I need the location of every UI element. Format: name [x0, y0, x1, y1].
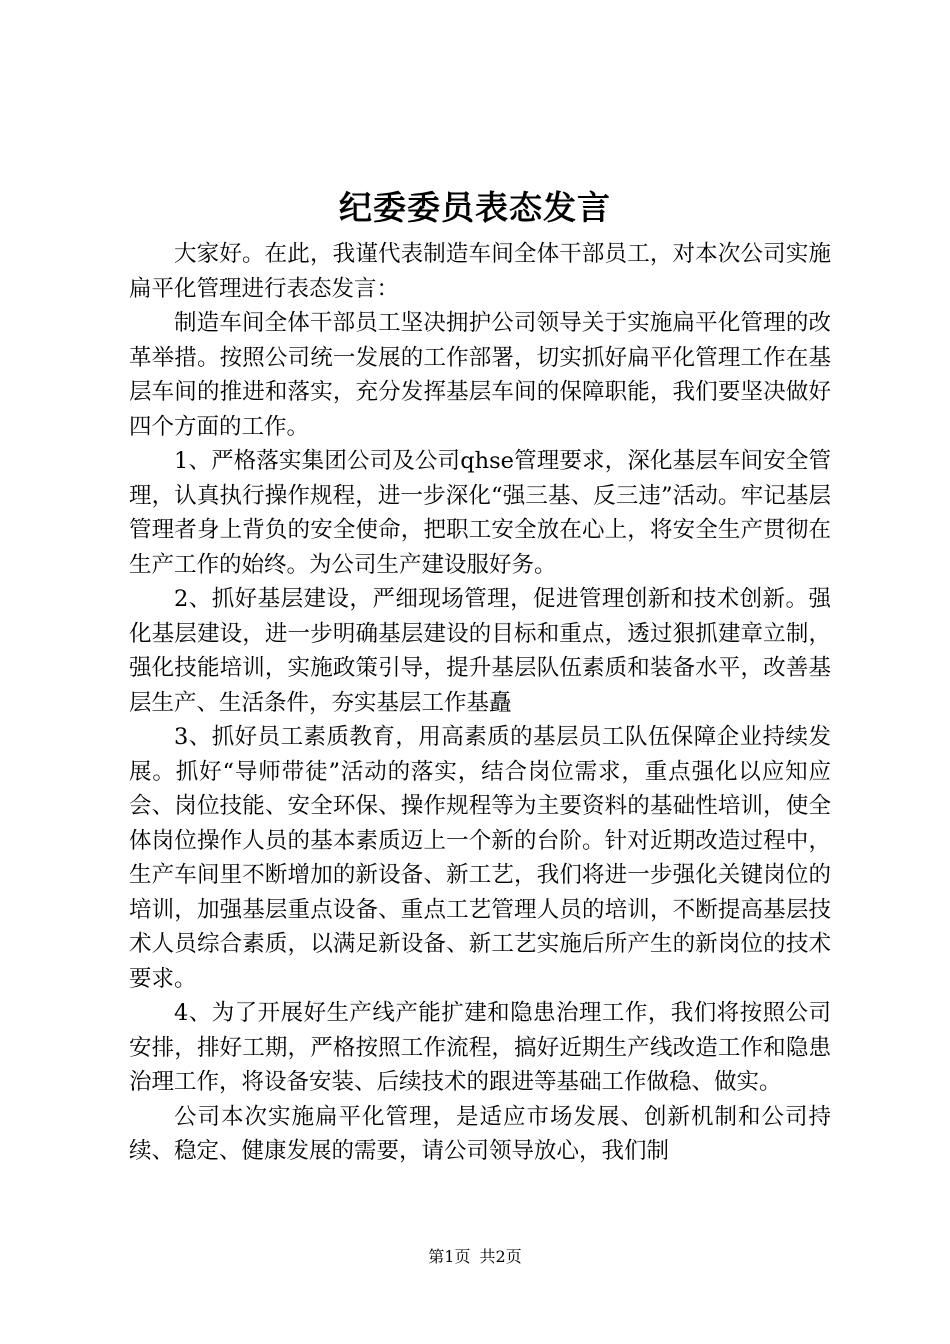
page-number: 第1页: [428, 1247, 471, 1266]
page-footer: [0, 1247, 950, 1267]
page-total: 共2页: [479, 1247, 522, 1266]
paragraph-item-4: 4、为了开展好生产线产能扩建和隐患治理工作，我们将按照公司安排，排好工期，严格按照工作流程，搞好近期生产线改造工作和隐患治理工作，将设备安装、后续技术的跟进等基础工作做稳、做实。: [129, 1000, 831, 1095]
paragraph-item-1: 1、严格落实集团公司及公司qhse管理要求，深化基层车间安全管理，认真执行操作规程，进一步深化“强三基、反三违”活动。牢记基层管理者身上背负的安全使命，把职工安全放在心上，将安全生产贯彻在生产工作的始终。为公司生产建设服好务。: [129, 448, 831, 578]
paragraph-item-2: 2、抓好基层建设，严细现场管理，促进管理创新和技术创新。强化基层建设，进一步明确基层建设的目标和重点，透过狠抓建章立制，强化技能培训，实施政策引导，提升基层队伍素质和装备水平，改善基层生产、生活条件，夯实基层工作基矗: [129, 586, 831, 716]
paragraph-greeting: 大家好。在此，我谨代表制造车间全体干部员工，对本次公司实施扁平化管理进行表态发言：: [129, 241, 831, 302]
document-body: [129, 237, 831, 1169]
paragraph-closing: 公司本次实施扁平化管理，是适应市场发展、创新机制和公司持续、稳定、健康发展的需要，请公司领导放心，我们制: [129, 1103, 831, 1164]
document-title: 纪委委员表态发言: [339, 188, 611, 227]
paragraph-item-3: 3、抓好员工素质教育，用高素质的基层员工队伍保障企业持续发展。抓好“导师带徒”活动的落实，结合岗位需求，重点强化以应知应会、岗位技能、安全环保、操作规程等为主要资料的基础性培训，使全体岗位操作人员的基本素质迈上一个新的台阶。针对近期改造过程中，生产车间里不断增加的新设备、新工艺，我们将进一步强化关键岗位的培训，加强基层重点设备、重点工艺管理人员的培训，不断提高基层技术人员综合素质，以满足新设备、新工艺实施后所产生的新岗位的技术要求。: [129, 724, 831, 992]
paragraph-intro: 制造车间全体干部员工坚决拥护公司领导关于实施扁平化管理的改革举措。按照公司统一发展的工作部署，切实抓好扁平化管理工作在基层车间的推进和落实，充分发挥基层车间的保障职能，我们要坚决做好四个方面的工作。: [129, 310, 831, 440]
